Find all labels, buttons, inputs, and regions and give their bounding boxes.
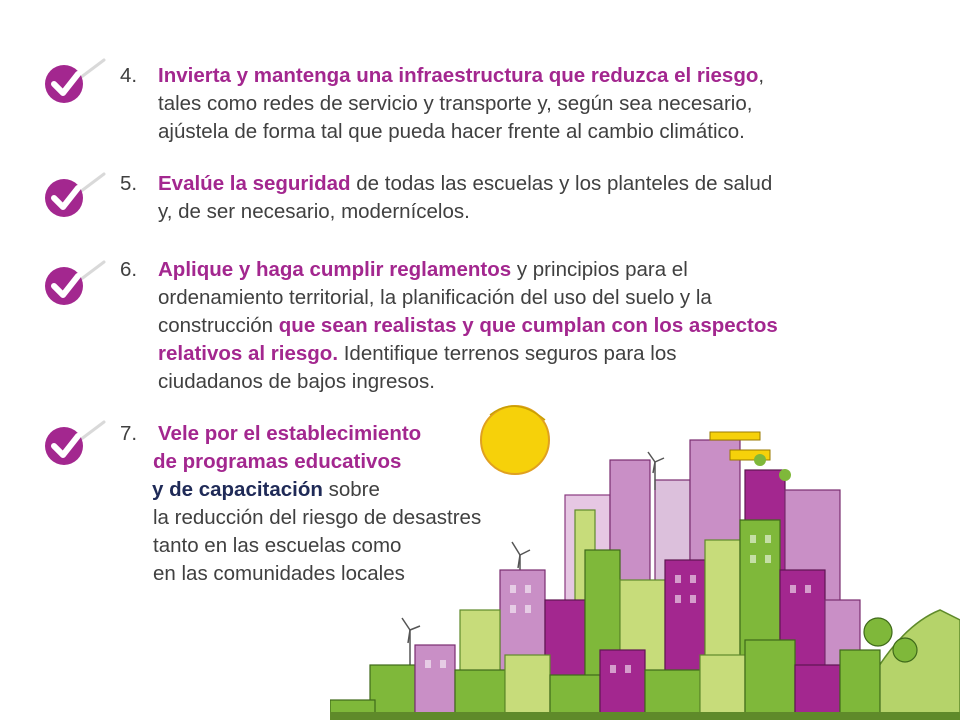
checkmark-icon [42, 58, 108, 106]
text-span: y principios para el [511, 258, 688, 281]
item-line: la reducción del riesgo de desastres [153, 506, 482, 529]
item-number: 6. [120, 258, 138, 281]
checkmark-icon [42, 260, 108, 308]
text-span: Identifique terrenos seguros para los [338, 342, 677, 365]
item-number: 4. [120, 64, 138, 87]
item-line [158, 170, 772, 198]
item-text-continued [153, 448, 481, 588]
item-text [158, 170, 772, 226]
item-line: y, de ser necesario, modernícelos. [158, 200, 470, 223]
item-line [158, 256, 778, 284]
text-span: sobre [322, 478, 380, 501]
item-line: ajústela de forma tal que pueda hacer frente al cambio climático. [158, 120, 745, 143]
highlighted-text: que sean realistas y que cumplan con los aspectos [278, 314, 778, 337]
text-span: , [758, 64, 765, 87]
highlighted-text: Aplique y haga cumplir reglamentos [158, 258, 512, 281]
item-line: ciudadanos de bajos ingresos. [158, 370, 435, 393]
text-span: de todas las escuelas y los planteles de salud [350, 172, 773, 195]
item-line [158, 312, 778, 340]
item-line [152, 476, 481, 504]
item-number: 5. [120, 172, 138, 195]
text-span: construcción [158, 314, 279, 337]
item-line [158, 340, 778, 368]
item-number: 7. [120, 422, 138, 445]
item-line: en las comunidades locales [153, 562, 405, 585]
highlighted-text: Evalúe la seguridad [158, 172, 351, 195]
item-line: tanto en las escuelas como [153, 534, 402, 557]
highlighted-text: Vele por el establecimiento [158, 422, 422, 445]
checkmark-icon [42, 172, 108, 220]
item-text [158, 420, 421, 448]
highlighted-text: Invierta y mantenga una infraestructura que reduzca el riesgo [158, 64, 759, 87]
item-line: tales como redes de servicio y transporte y, según sea necesario, [158, 92, 753, 115]
highlighted-text: de programas educativos [153, 450, 402, 473]
item-text [158, 62, 764, 146]
highlighted-text: relativos al riesgo. [158, 342, 339, 365]
item-line: ordenamiento territorial, la planificación del uso del suelo y la [158, 286, 712, 309]
emphasized-text: y de capacitación [152, 478, 323, 501]
checkmark-icon [42, 420, 108, 468]
item-line [158, 62, 764, 90]
item-text [158, 256, 778, 396]
